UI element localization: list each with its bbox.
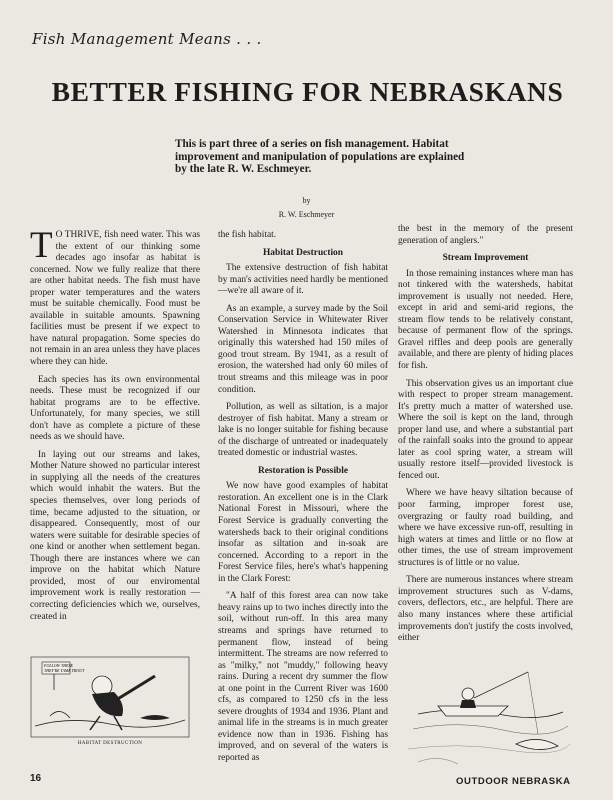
paragraph: the best in the memory of the present generation of anglers." <box>398 224 573 246</box>
column-2 <box>218 230 388 771</box>
fishing-boat-cartoon <box>398 654 573 774</box>
ground-line <box>35 720 185 727</box>
paragraph: As an example, a survey made by the Soil Conservation Service in Whitewater River Watershed in Minnesota indicates that originally this watershed had 150 miles of good trout stream. By 1941, as a result of erosion, the watershed had only 60 miles of trout streams and this mileage was in poor condition. <box>218 303 388 395</box>
column-1 <box>30 225 200 629</box>
trout-sign-text: FOLLOW THESE <box>44 663 74 668</box>
paragraph: "A half of this forest area can now take heavy rains up to two inches directly into the soil, without run-off. In this area many streams and springs have returned to permanent flow, instead of being intermittent. The streams are now referred to as "milky," not "muddy," following heavy rains. During a recent dry summer the flow at one point in the Current River was 1600 cfs, as compared to 1250 cfs in the less severe droughts of 1934 and 1936. Plant and animal life in the streams is in much greater evidence now than in 1936. Fishing has improved, and on several of the waters is reported as <box>218 591 388 763</box>
section-heading: Restoration is Possible <box>257 465 349 476</box>
fisherman-head <box>462 688 474 700</box>
section-heading: Stream Improvement <box>442 253 529 264</box>
cartoon-caption: HABITAT DESTRUCTION <box>77 741 143 746</box>
byline-by: by <box>302 196 311 205</box>
paragraph: Each species has its own environmental needs. These must be recognized if our habitat programs are to be effective. Unfortunately, for many species, we still don't have as complete a picture of these needs as we should have. <box>30 374 200 443</box>
paragraph: In those remaining instances where man has not tinkered with the watersheds, habitat improvement is usually not needed. Here, except in arid and semi-arid regions, the stream flow tends to be relatively constant, because of permanent flow of the springs. Gravel riffles and deep pools are generally available, and there are plenty of hiding places for fish. <box>398 268 573 372</box>
svg-text:THEY'RE TAME TROUT: THEY'RE TAME TROUT <box>44 668 85 673</box>
paragraph: There are numerous instances where stream improvement structures such as V-dams, covers, deflectors, etc., are helpful. There are also many instances where these artificial improvements don't justify the costs involved, either <box>398 575 573 644</box>
paragraph: Where we have heavy siltation because of poor farming, improper forest use, overgrazing or faulty road building, and where we have excessive run-off, resulting in high waters at times and little or no flow at other times, the use of stream improvement structures is of little or no value. <box>398 488 573 568</box>
bat-icon <box>116 676 155 700</box>
drop-cap: T <box>30 225 53 266</box>
fish-icon <box>516 739 558 749</box>
fishing-line <box>528 672 538 734</box>
fish-icon <box>140 715 170 720</box>
paragraph: We now have good examples of habitat restoration. An excellent one is in the Clark National Forest in Missouri, where the Forest Service is gradually converting the watersheds back to their original conditions insofar as siltation and in-soak are concerned. According to a report in the Forest Service files, here's what's happening in the Clark Forest: <box>218 481 388 584</box>
paragraph: T O THRIVE, fish need water. This was the extent of our thinking some decades ago insofar as habitat is concerned. Now we fully realize that there are other habitat needs. The fish must have proper water temperatures and the waters must be suitable chemically. Food must be available in suitable amounts. Spawning facilities must be present if we expect to have natural propagation. Some species do not remain in an area unless they have places where they can hide. <box>30 225 200 368</box>
paragraph: In laying out our streams and lakes, Mother Nature showed no particular interest in supplying all the needs of the creatures which would inhabit the waters. But the species themselves, over long periods of time, became adjusted to the situation, or disappeared. Consequently, most of our waters were suitable for desirable species of one kind or another when settlement began. Though there are instances where we can improve on the habitat which Nature provided, most of our enviromental improvement work is really restoration — correcting deficiencies which we, ourselves, created in <box>30 449 200 622</box>
paragraph: This observation gives us an important clue with respect to proper stream management. It's pretty much a matter of watershed use. Where the soil is kept on the land, through proper land use, and where a substantial part of the rainfall soaks into the ground to appear later as cool spring water, a stream will usually restore itself—provided livestock is fenced out. <box>398 378 573 481</box>
paragraph: The extensive destruction of fish habitat by man's activities need hardly be mentioned—we're all aware of it. <box>218 263 388 297</box>
column-3 <box>398 224 573 651</box>
fishing-rod-icon <box>474 672 528 698</box>
byline-author: R. W. Eschmeyer <box>278 210 335 219</box>
character-body <box>92 692 123 716</box>
paragraph: Pollution, as well as siltation, is a major destroyer of fish habitat. Many a stream or lake is no longer suitable for fishing because of the discharge of untreated or inadequately treated domestic or industrial wastes. <box>218 402 388 459</box>
series-kicker: Fish Management Means . . . <box>32 30 262 48</box>
article-intro: This is part three of a series on fish management. Habitat improvement and manipulation of populations are explained by the late R. W. Eschmeyer. <box>175 138 465 176</box>
magazine-name: OUTDOOR NEBRASKA <box>456 776 571 787</box>
page-number: 16 <box>30 773 42 784</box>
habitat-destruction-cartoon <box>30 656 190 738</box>
article-title: BETTER FISHING FOR NEBRASKANS <box>51 76 564 107</box>
section-heading: Habitat Destruction <box>263 247 343 258</box>
paragraph: the fish habitat. <box>218 230 277 240</box>
